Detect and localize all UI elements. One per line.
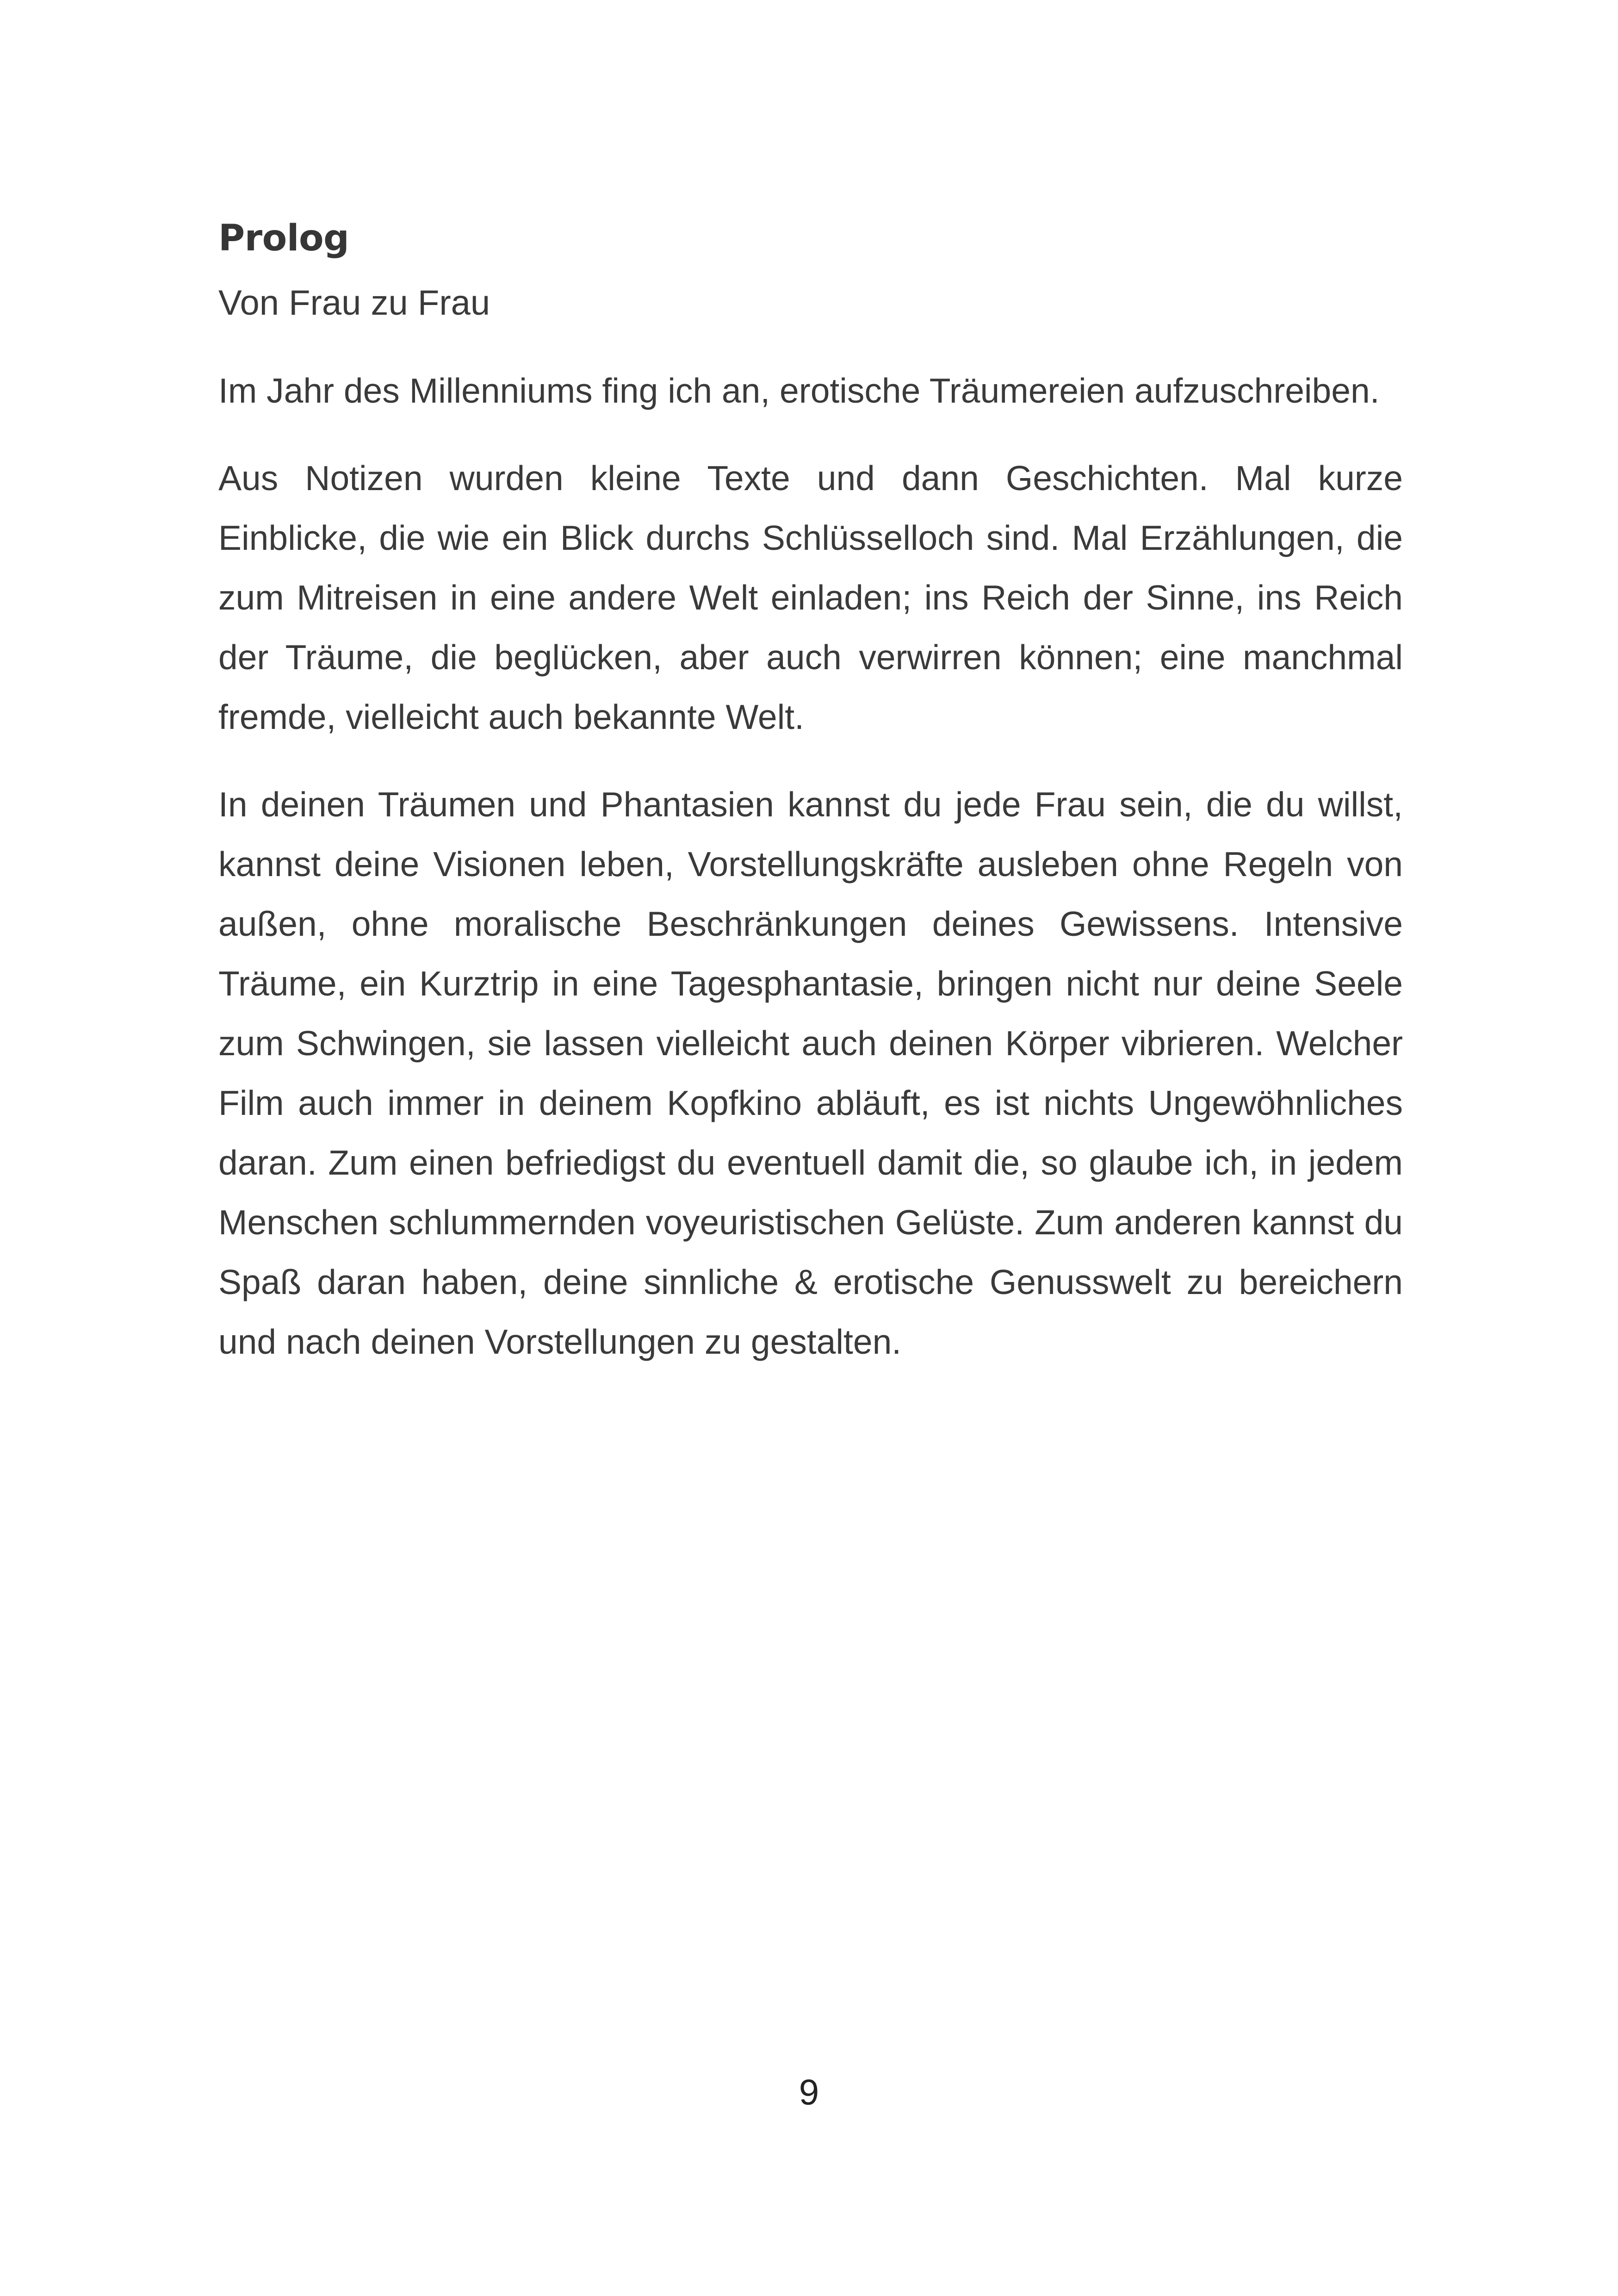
page-number: 9 bbox=[799, 2072, 819, 2112]
body-paragraph-1: Im Jahr des Millenniums fing ich an, erotische Träumereien aufzuschreiben. bbox=[218, 371, 1380, 410]
chapter-heading: Prolog bbox=[218, 218, 349, 259]
chapter-subtitle: Von Frau zu Frau bbox=[218, 283, 490, 323]
body-paragraph-2: Aus Notizen wurden kleine Texte und dann Geschichten. Mal kurze Einblicke, die wie ein Blick durchs Schlüsselloch sind. Mal Erzählungen, die zum Mitreisen in eine andere Welt einladen; ins Reich der Sinne, ins Reich der Träume, die beglücken, aber auch verwirren können; eine manchmal fremde, vielleicht auch bekannte Welt. bbox=[218, 459, 1403, 736]
body-paragraph-3: In deinen Träumen und Phantasien kannst du jede Frau sein, die du willst, kannst deine Visionen leben, Vorstellungskräfte ausleben ohne Regeln von außen, ohne moralische Beschränkungen deines Gewissens. Intensive Träume, ein Kurztrip in eine Tagesphantasie, bringen nicht nur deine Seele zum Schwingen, sie lassen vielleicht auch deinen Körper vibrieren. Welcher Film auch immer in deinem Kopfkino abläuft, es ist nichts Ungewöhnliches daran. Zum einen befriedigst du eventuell damit die, so glaube ich, in jedem Menschen schlummernden voyeuristischen Gelüste. Zum anderen kannst du Spaß daran haben, deine sinnliche & erotische Genusswelt zu bereichern und nach deinen Vorstellungen zu gestalten. bbox=[218, 785, 1403, 1361]
page-content bbox=[218, 204, 1403, 1372]
